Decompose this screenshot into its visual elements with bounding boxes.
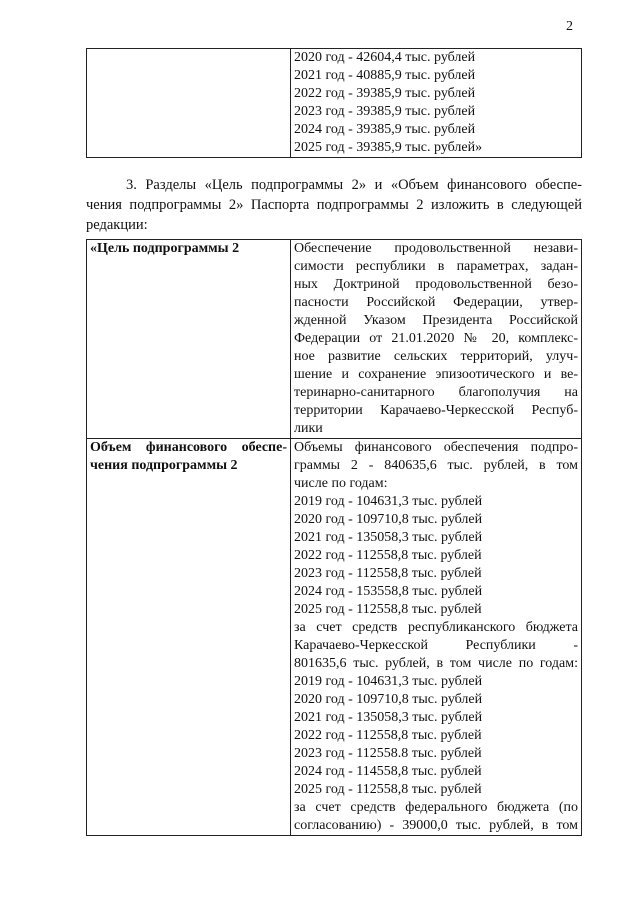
finance-line: 2020 год - 109710,8 тыс. рублей bbox=[294, 512, 483, 527]
finance-line: за счет средств республиканского бюджета bbox=[294, 620, 578, 635]
finance-line: 2021 год - 135058,3 тыс. рублей bbox=[294, 530, 483, 545]
finance-line: 2024 год - 153558,8 тыс. рублей bbox=[294, 584, 483, 599]
paragraph-line: 3. Разделы «Цель подпрограммы 2» и «Объем финансового обеспе- bbox=[126, 177, 582, 193]
goal-line: территории Карачаево-Черкесской Респуб- bbox=[294, 403, 578, 418]
finance-line: Карачаево-Черкесской Республики - bbox=[294, 638, 578, 653]
finance-line: 2019 год - 104631,3 тыс. рублей bbox=[294, 494, 483, 509]
amendment-paragraph bbox=[86, 175, 582, 235]
list-item: 2020 год - 42604,4 тыс. рублей bbox=[294, 50, 476, 65]
finance-line: Объемы финансового обеспечения подпро- bbox=[294, 440, 578, 455]
passport-table bbox=[86, 239, 582, 836]
table-row-finance bbox=[87, 439, 582, 836]
finance-line: граммы 2 - 840635,6 тыс. рублей, в том bbox=[294, 458, 578, 473]
goal-label bbox=[87, 240, 291, 439]
finance-line: 2025 год - 112558,8 тыс. рублей bbox=[294, 782, 482, 797]
finance-line: 2019 год - 104631,3 тыс. рублей bbox=[294, 674, 483, 689]
page-number: 2 bbox=[566, 19, 573, 34]
finance-line: 2024 год - 114558,8 тыс. рублей bbox=[294, 764, 482, 779]
list-item: 2024 год - 39385,9 тыс. рублей bbox=[294, 122, 476, 137]
finance-line: за счет средств федерального бюджета (по bbox=[294, 800, 578, 815]
goal-line: пасности Российской Федерации, утвер- bbox=[294, 295, 578, 310]
finance-label-line: Объем финансового обеспе- bbox=[90, 440, 287, 455]
goal-line: шение и сохранение эпизоотического и ве- bbox=[294, 367, 578, 382]
top-table bbox=[86, 48, 582, 158]
paragraph-line: редакции: bbox=[86, 217, 148, 233]
table-row bbox=[87, 49, 582, 158]
goal-line: Федерации от 21.01.2020 № 20, комплекс- bbox=[294, 331, 578, 346]
finance-line: 2022 год - 112558,8 тыс. рублей bbox=[294, 728, 482, 743]
goal-line: жденной Указом Президента Российской bbox=[294, 313, 578, 328]
empty-label-cell bbox=[87, 49, 291, 158]
goal-label-text: «Цель подпрограммы 2 bbox=[90, 241, 240, 256]
goal-line: ное развитие сельских территорий, улуч- bbox=[294, 349, 578, 364]
list-item: 2025 год - 39385,9 тыс. рублей» bbox=[294, 140, 483, 155]
goal-text-cell bbox=[291, 240, 582, 439]
funding-years-cell bbox=[291, 49, 582, 158]
finance-line: 2021 год - 135058,3 тыс. рублей bbox=[294, 710, 483, 725]
finance-line: 801635,6 тыс. рублей, в том числе по годам: bbox=[294, 656, 578, 671]
list-item: 2021 год - 40885,9 тыс. рублей bbox=[294, 68, 476, 83]
finance-line: 2020 год - 109710,8 тыс. рублей bbox=[294, 692, 483, 707]
goal-line: лики bbox=[294, 421, 323, 436]
finance-label-line: чения подпрограммы 2 bbox=[90, 458, 238, 473]
finance-label bbox=[87, 439, 291, 836]
list-item: 2022 год - 39385,9 тыс. рублей bbox=[294, 86, 476, 101]
list-item: 2023 год - 39385,9 тыс. рублей bbox=[294, 104, 476, 119]
goal-line: теринарно-санитарного благополучия на bbox=[294, 385, 578, 400]
finance-line: 2022 год - 112558,8 тыс. рублей bbox=[294, 548, 482, 563]
finance-text-cell bbox=[291, 439, 582, 836]
table-row-goal bbox=[87, 240, 582, 439]
goal-line: Обеспечение продовольственной незави- bbox=[294, 241, 578, 256]
goal-line: ных Доктриной продовольственной безо- bbox=[294, 277, 578, 292]
goal-line: симости республики в параметрах, задан- bbox=[294, 259, 578, 274]
finance-line: согласованию) - 39000,0 тыс. рублей, в том bbox=[294, 818, 578, 833]
finance-line: 2023 год - 112558.8 тыс. рублей bbox=[294, 746, 482, 761]
finance-line: 2023 год - 112558,8 тыс. рублей bbox=[294, 566, 482, 581]
finance-line: 2025 год - 112558,8 тыс. рублей bbox=[294, 602, 482, 617]
finance-line: числе по годам: bbox=[294, 476, 388, 491]
paragraph-line: чения подпрограммы 2» Паспорта подпрограммы 2 изложить в следующей bbox=[86, 197, 582, 213]
